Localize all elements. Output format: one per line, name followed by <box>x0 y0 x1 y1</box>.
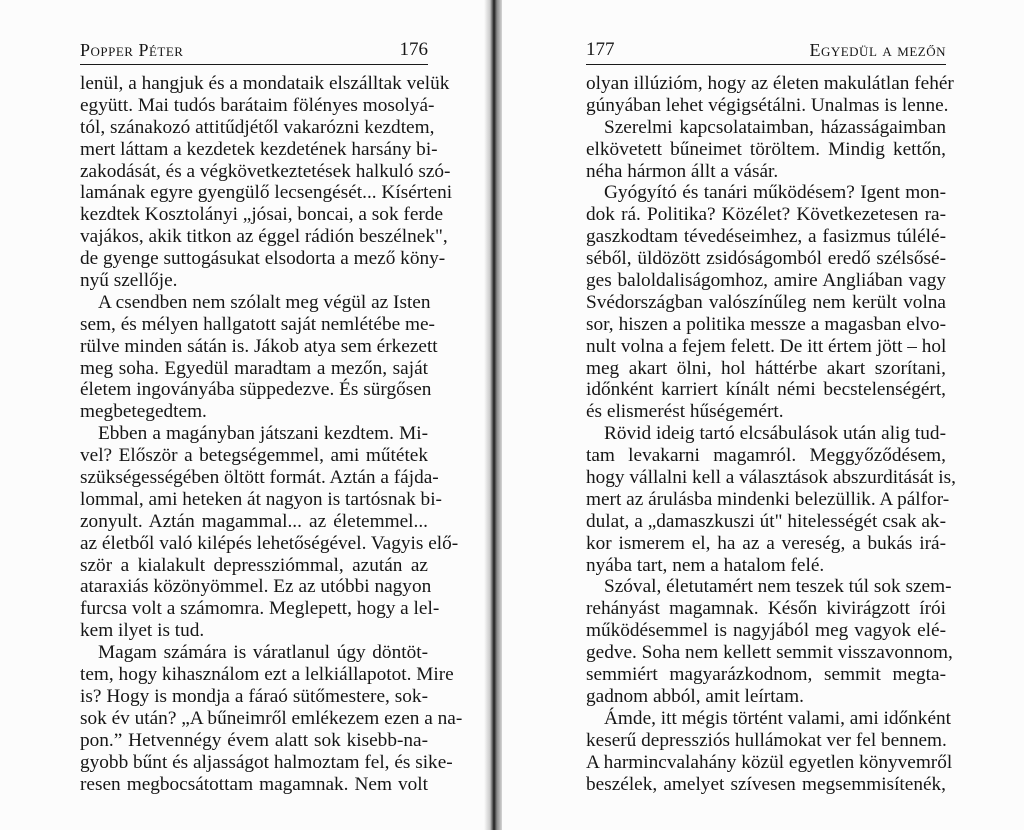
text-line: Szóval, életutamért nem teszek túl sok szem- <box>604 576 952 598</box>
text-line: együtt. Mai tudós barátaim fölényes mosolyá- <box>80 94 435 116</box>
text-line: meg akart ölni, hol háttérbe akart szorítani, <box>586 357 946 379</box>
text-line: ataraxiás közönyömmel. Ez az utóbbi nagyon <box>80 576 432 598</box>
text-line: rülve minden sátán is. Jákob atya sem érkezett <box>80 335 438 357</box>
text-line: ször a kialakult depressziómmal, azután az <box>80 554 428 576</box>
running-head-chapter: Egyedül a mezőn <box>809 40 946 60</box>
right-page <box>502 0 1024 830</box>
text-line: tól, szánakozó attitűdjétől vakarózni kezdtem, <box>80 116 435 138</box>
text-line: pon.” Hetvennégy évem alatt sok kisebb-na- <box>80 729 428 751</box>
text-line: A csendben nem szólalt meg végül az Isten <box>98 291 431 313</box>
text-line: gaszkodtam tévedéseimhez, a fasizmus túlélé- <box>586 226 946 248</box>
left-page-text <box>80 73 463 795</box>
text-line: Gyógyító és tanári működésem? Igent mon- <box>604 182 946 204</box>
right-page-header <box>586 38 946 65</box>
text-line: kor ismerem el, ha az a vereség, a bukás irá- <box>586 532 946 554</box>
text-line: dulat, a „damaszkuszi út" hitelességét csak ak- <box>586 510 946 532</box>
text-line: lenül, a hangjuk és a mondataik elszálltak velük <box>80 73 450 94</box>
text-line: mert az árulásba mindenki belezüllik. A pálfor- <box>586 488 950 510</box>
text-line: Svédországban valószínűleg nem került volna <box>586 291 946 313</box>
text-line: semmiért magyarázkodnom, semmit megta- <box>586 664 946 686</box>
text-line: nyába tart, nem a hatalom felé. <box>586 554 825 576</box>
text-line: ges baloldaliságomhoz, amire Angliában vagy <box>586 270 946 292</box>
text-line: sor, hiszen a politika messze a magasban elvo- <box>586 313 946 335</box>
text-line: vel? Először a betegségemmel, ami műtétek <box>80 445 428 467</box>
right-page-text <box>586 73 956 795</box>
text-line: gúnyában lehet végigsétálni. Unalmas is lenne. <box>586 94 949 116</box>
text-line: Ámde, itt mégis történt valami, ami időnként <box>604 707 951 729</box>
text-line: lommal, ami heteken át nagyon is tartósnak bi- <box>80 488 442 510</box>
text-line: de gyenge suttogásukat elsodorta a mező köny- <box>80 248 446 270</box>
text-line: sem, és mélyen hallgatott saját nemlétébe me- <box>80 313 435 335</box>
text-line: életem ingoványába süppedezve. És sürgősen <box>80 379 432 401</box>
text-line: Szerelmi kapcsolataimban, házasságaimban <box>604 116 946 138</box>
text-line: gadnom abból, amit leírtam. <box>586 685 804 707</box>
text-line: az életből való kilépés lehetőségével. Vagyis elő- <box>80 532 459 554</box>
text-line: rehányást magamnak. Későn kivirágzott írói <box>586 598 946 620</box>
page-number-right: 177 <box>586 39 615 60</box>
text-line: néha hármon állt a vásár. <box>586 160 779 182</box>
text-line: meg soha. Egyedül maradtam a mezőn, saját <box>80 357 428 379</box>
text-line: tem, hogy kihasználom ezt a lelkiállapotot. Mire <box>80 664 454 686</box>
text-line: lamának egyre gyengülő lecsengését... Kísérteni <box>80 182 453 204</box>
text-line: Rövid ideig tartó elcsábulások után alig tud- <box>604 423 946 445</box>
text-line: olyan illúzióm, hogy az életen makulátlan fehér <box>586 73 954 94</box>
text-line: A harmincvalahány közül egyetlen könyvemről <box>586 751 953 773</box>
text-line: beszélek, amelyet szívesen megsemmisítenék, <box>586 773 946 795</box>
text-line: kezdtek Kosztolányi „jósai, boncai, a sok ferde <box>80 204 444 226</box>
text-line: zonyult. Aztán magammal... az életemmel... <box>80 510 428 532</box>
text-line: hogy vállalni kell a választások abszurditását is, <box>586 467 956 489</box>
text-line: is? Hogy is mondja a fáraó sütőmestere, sok- <box>80 685 428 707</box>
text-line: megbetegedtem. <box>80 401 207 423</box>
text-line: szükségességében öltött formát. Aztán a fájda- <box>80 467 439 489</box>
book-spine-gutter <box>484 0 504 830</box>
text-line: és elismerést hűségemért. <box>586 401 784 423</box>
text-line: mert láttam a kezdetek kezdetének harsány bi- <box>80 138 438 160</box>
left-page-header <box>80 38 428 65</box>
text-line: resen megbocsátottam magamnak. Nem volt <box>80 773 428 795</box>
page-number-left: 176 <box>399 39 428 60</box>
text-line: elkövetett bűneimet töröltem. Mindig kettőn, <box>586 138 946 160</box>
text-line: furcsa volt a számomra. Meglepett, hogy a lel- <box>80 598 440 620</box>
text-line: séből, üldözött zsidóságomból eredő szélsősé- <box>586 248 946 270</box>
text-line: gedve. Soha nem kellett semmit visszavonnom, <box>586 642 953 664</box>
text-line: nyű szellője. <box>80 270 178 292</box>
text-line: tam levakarni magamról. Meggyőződésem, <box>586 445 946 467</box>
text-line: zakodását, és a végkövetkeztetések halkuló szó- <box>80 160 451 182</box>
text-line: gyobb bűnt és aljasságot halmoztam fel, és sike- <box>80 751 453 773</box>
text-line: Ebben a magányban játszani kezdtem. Mi- <box>98 423 428 445</box>
text-line: sok év után? „A bűneimről emlékezem ezen a na- <box>80 707 463 729</box>
text-line: működésemmel is nagyjából meg vagyok elé- <box>586 620 946 642</box>
running-head-author: Popper Péter <box>80 40 184 60</box>
text-line: vajákos, akik titkon az éggel rádión beszélnek", <box>80 226 448 248</box>
text-line: kem ilyet is tud. <box>80 620 205 642</box>
text-line: keserű depressziós hullámokat ver fel bennem. <box>586 729 947 751</box>
text-line: dok rá. Politika? Közélet? Következetesen ra- <box>586 204 946 226</box>
text-line: nult volna a fejem felett. De itt értem jött – hol <box>586 335 947 357</box>
left-page <box>0 0 500 830</box>
text-line: időnként karriert kínált némi becstelenségért, <box>586 379 946 401</box>
text-line: Magam számára is váratlanul úgy döntöt- <box>98 642 428 664</box>
